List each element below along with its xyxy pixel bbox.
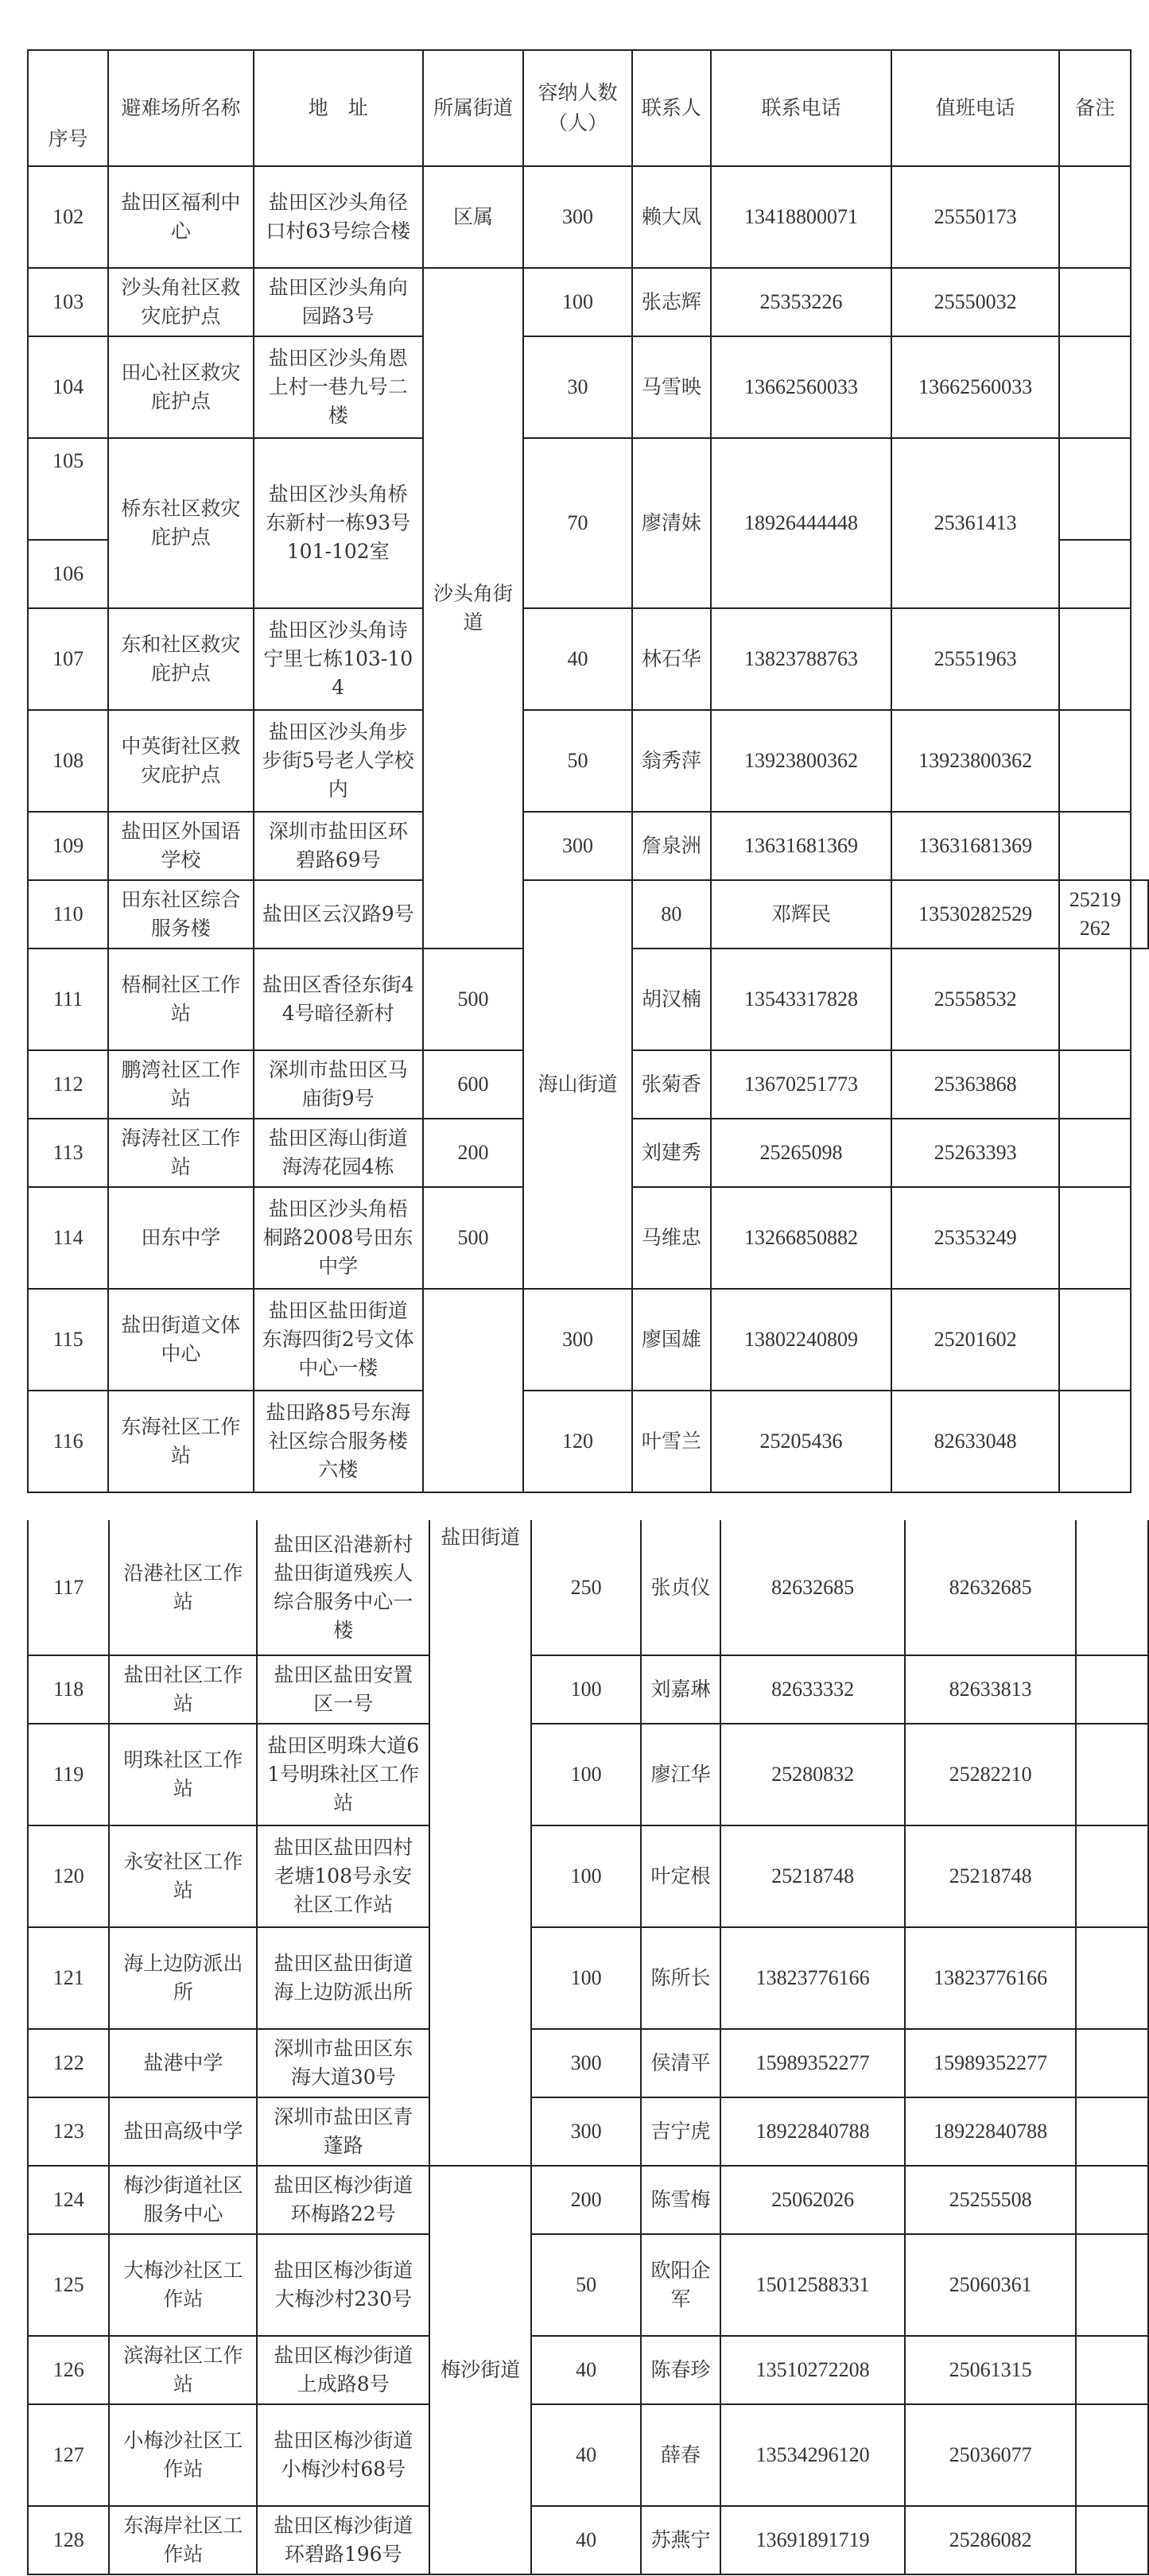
- cell-seq: 108: [28, 710, 108, 812]
- cell-duty-phone: 25353249: [891, 1187, 1059, 1289]
- cell-contact: 叶雪兰: [632, 1391, 711, 1492]
- cell-name: 鹏湾社区工作站: [108, 1050, 253, 1119]
- cell-seq: 106: [28, 540, 108, 608]
- cell-remark: [1059, 268, 1131, 336]
- table-row: [28, 710, 1148, 812]
- cell-remark: [1059, 1119, 1131, 1187]
- header-address: 地 址: [254, 50, 423, 166]
- cell-contact: 胡汉楠: [632, 949, 711, 1050]
- cell-address: 深圳市盐田区青蓬路: [257, 2097, 429, 2166]
- cell-contact: 苏燕宁: [641, 2506, 721, 2574]
- header-contact: 联系人: [632, 50, 711, 166]
- table-row: [28, 1289, 1148, 1391]
- cell-contact: 陈春珍: [641, 2336, 721, 2404]
- cell-contact: 陈雪梅: [641, 2166, 721, 2234]
- cell-duty-phone: 25550173: [891, 166, 1059, 268]
- cell-address: 盐田区梅沙街道小梅沙村68号: [257, 2404, 429, 2506]
- cell-capacity: 100: [531, 1825, 640, 1927]
- header-capacity: 容纳人数（人）: [523, 50, 632, 166]
- cell-contact: 刘嘉琳: [641, 1655, 721, 1724]
- cell-address: 盐田区明珠大道61号明珠社区工作站: [257, 1724, 429, 1825]
- cell-phone: 13662560033: [711, 336, 891, 438]
- cell-remark: [1059, 1391, 1131, 1492]
- cell-seq: 114: [28, 1187, 108, 1289]
- cell-phone: 82633332: [720, 1655, 905, 1724]
- cell-duty-phone: 25551963: [891, 608, 1059, 710]
- cell-contact: 詹泉洲: [632, 812, 711, 880]
- cell-remark: [1076, 1520, 1148, 1655]
- table-row: [28, 1724, 1148, 1825]
- cell-contact: 林石华: [632, 608, 711, 710]
- table-row: [28, 608, 1148, 710]
- header-remark: 备注: [1059, 50, 1131, 166]
- cell-address: 盐田区盐田安置区一号: [257, 1655, 429, 1724]
- cell-address: 盐田区沙头角步步街5号老人学校内: [254, 710, 423, 812]
- cell-remark: [1059, 1050, 1131, 1119]
- cell-contact: 薛春: [641, 2404, 721, 2506]
- cell-phone: 13802240809: [711, 1289, 891, 1391]
- cell-contact: 廖国雄: [632, 1289, 711, 1391]
- cell-duty-phone: 25363868: [891, 1050, 1059, 1119]
- cell-remark: [1059, 710, 1131, 812]
- cell-phone: 13923800362: [711, 710, 891, 812]
- cell-name: 盐田社区工作站: [109, 1655, 257, 1724]
- cell-phone: 13670251773: [711, 1050, 891, 1119]
- cell-phone: 13631681369: [711, 812, 891, 880]
- cell-name: 东和社区救灾庇护点: [108, 608, 253, 710]
- cell-address: 盐田区沙头角桥东新村一栋93号101-102室: [254, 438, 423, 608]
- cell-capacity: 300: [531, 2097, 640, 2166]
- table-row: [28, 1927, 1148, 2029]
- cell-address: 盐田区沿港新村盐田街道残疾人综合服务中心一楼: [257, 1520, 429, 1655]
- cell-name: 中英街社区救灾庇护点: [108, 710, 253, 812]
- cell-capacity: 200: [531, 2166, 640, 2234]
- cell-seq: 112: [28, 1050, 108, 1119]
- cell-phone: 13534296120: [720, 2404, 905, 2506]
- cell-contact: 侯清平: [641, 2029, 721, 2097]
- cell-seq: 119: [28, 1724, 109, 1825]
- cell-address: 盐田区梅沙街道大梅沙村230号: [257, 2234, 429, 2336]
- cell-capacity: 300: [523, 812, 632, 880]
- table-row: [28, 812, 1148, 880]
- cell-duty-phone: 25036077: [905, 2404, 1077, 2506]
- cell-street-merged: [423, 1289, 523, 1492]
- cell-remark: [1059, 540, 1131, 608]
- table-row: [28, 1520, 1148, 1655]
- header-duty-phone: 值班电话: [891, 50, 1059, 166]
- cell-remark: [1059, 166, 1131, 268]
- cell-phone: 13418800071: [711, 166, 891, 268]
- cell-remark: [1059, 438, 1131, 540]
- cell-address: 盐田区云汉路9号: [254, 880, 423, 949]
- table-row: [28, 438, 1148, 540]
- cell-capacity: 120: [523, 1391, 632, 1492]
- cell-duty-phone: 25558532: [891, 949, 1059, 1050]
- cell-seq: 117: [28, 1520, 109, 1655]
- cell-phone: 13543317828: [711, 949, 891, 1050]
- table-row: [28, 1825, 1148, 1927]
- table-row: [28, 1391, 1148, 1492]
- cell-name: 滨海社区工作站: [109, 2336, 257, 2404]
- cell-address: 盐田区梅沙街道环梅路22号: [257, 2166, 429, 2234]
- cell-duty-phone: 25286082: [905, 2506, 1077, 2574]
- cell-duty-phone: 25201602: [891, 1289, 1059, 1391]
- cell-name: 田东社区综合服务楼: [108, 880, 253, 949]
- cell-duty-phone: 15989352277: [905, 2029, 1077, 2097]
- cell-phone: 18922840788: [720, 2097, 905, 2166]
- cell-capacity: 500: [423, 949, 523, 1050]
- cell-duty-phone: 82632685: [905, 1520, 1077, 1655]
- cell-capacity: 300: [523, 1289, 632, 1391]
- cell-phone: 25353226: [711, 268, 891, 336]
- cell-street-merged: 梅沙街道: [429, 2166, 531, 2574]
- cell-capacity: 100: [531, 1927, 640, 2029]
- cell-address: 盐田区沙头角梧桐路2008号田东中学: [254, 1187, 423, 1289]
- cell-remark: [1076, 2404, 1148, 2506]
- cell-seq: 107: [28, 608, 108, 710]
- cell-remark: [1059, 949, 1131, 1050]
- cell-street-merged: 盐田街道: [429, 1520, 531, 2166]
- cell-remark: [1059, 1187, 1131, 1289]
- cell-address: 盐田区香径东街44号暗径新村: [254, 949, 423, 1050]
- cell-capacity: 100: [531, 1724, 640, 1825]
- cell-phone: 25205436: [711, 1391, 891, 1492]
- header-name: 避难场所名称: [108, 50, 253, 166]
- cell-remark: [1076, 1724, 1148, 1825]
- cell-address: 盐田区海山街道海涛花园4栋: [254, 1119, 423, 1187]
- cell-duty-phone: 13631681369: [891, 812, 1059, 880]
- cell-address: 盐田区盐田街道东海四街2号文体中心一楼: [254, 1289, 423, 1391]
- cell-address: 深圳市盐田区马庙街9号: [254, 1050, 423, 1119]
- cell-duty-phone: 25218748: [905, 1825, 1077, 1927]
- cell-remark: [1059, 812, 1131, 880]
- cell-capacity: 40: [523, 608, 632, 710]
- cell-seq: 102: [28, 166, 108, 268]
- table-row: [28, 2336, 1148, 2404]
- cell-remark: [1076, 2166, 1148, 2234]
- cell-capacity: 200: [423, 1119, 523, 1187]
- cell-capacity: 250: [531, 1520, 640, 1655]
- cell-phone: 18926444448: [711, 438, 891, 608]
- cell-phone: 13510272208: [720, 2336, 905, 2404]
- cell-duty-phone: 25361413: [891, 438, 1059, 608]
- cell-capacity: 100: [531, 1655, 640, 1724]
- cell-remark: [1059, 336, 1131, 438]
- cell-seq: 110: [28, 880, 108, 949]
- cell-name: 盐田高级中学: [109, 2097, 257, 2166]
- cell-contact: 刘建秀: [632, 1119, 711, 1187]
- cell-name: 大梅沙社区工作站: [109, 2234, 257, 2336]
- cell-address: 盐田区沙头角径口村63号综合楼: [254, 166, 423, 268]
- cell-seq: 111: [28, 949, 108, 1050]
- cell-contact: 张菊香: [632, 1050, 711, 1119]
- cell-contact: 叶定根: [641, 1825, 721, 1927]
- cell-seq: 115: [28, 1289, 108, 1391]
- cell-phone: 25218748: [720, 1825, 905, 1927]
- cell-remark: [1076, 2336, 1148, 2404]
- cell-duty-phone: 25263393: [891, 1119, 1059, 1187]
- cell-name: 沙头角社区救灾庇护点: [108, 268, 253, 336]
- cell-duty-phone: 25061315: [905, 2336, 1077, 2404]
- cell-phone: 25265098: [711, 1119, 891, 1187]
- cell-contact: 邓辉民: [711, 880, 891, 949]
- cell-duty-phone: 13662560033: [891, 336, 1059, 438]
- cell-capacity: 40: [531, 2506, 640, 2574]
- cell-name: 盐田区福利中心: [108, 166, 253, 268]
- cell-capacity: 50: [531, 2234, 640, 2336]
- cell-name: 东海岸社区工作站: [109, 2506, 257, 2574]
- cell-name: 海涛社区工作站: [108, 1119, 253, 1187]
- cell-phone: 25062026: [720, 2166, 905, 2234]
- cell-seq: 109: [28, 812, 108, 880]
- cell-remark: [1076, 2097, 1148, 2166]
- cell-seq: 104: [28, 336, 108, 438]
- shelter-table-part-1: [27, 49, 1149, 1493]
- cell-contact: 廖江华: [641, 1724, 721, 1825]
- header-phone: 联系电话: [711, 50, 891, 166]
- table-row: [28, 268, 1148, 336]
- cell-contact: 廖清妹: [632, 438, 711, 608]
- cell-name: 桥东社区救灾庇护点: [108, 438, 253, 608]
- cell-name: 梧桐社区工作站: [108, 949, 253, 1050]
- cell-contact: 马雪映: [632, 336, 711, 438]
- cell-duty-phone: 18922840788: [905, 2097, 1077, 2166]
- cell-seq: 120: [28, 1825, 109, 1927]
- table-row: [28, 2404, 1148, 2506]
- cell-capacity: 40: [531, 2404, 640, 2506]
- cell-name: 盐田街道文体中心: [108, 1289, 253, 1391]
- cell-contact: 赖大凤: [632, 166, 711, 268]
- table-row: [28, 2166, 1148, 2234]
- cell-duty-phone: 25550032: [891, 268, 1059, 336]
- table-header-row: [28, 50, 1148, 166]
- cell-phone: 15012588331: [720, 2234, 905, 2336]
- cell-capacity: 600: [423, 1050, 523, 1119]
- cell-seq: 125: [28, 2234, 109, 2336]
- shelter-table-part-2: [27, 1520, 1149, 2575]
- cell-address: 盐田区盐田街道海上边防派出所: [257, 1927, 429, 2029]
- cell-contact: 陈所长: [641, 1927, 721, 2029]
- cell-seq: 122: [28, 2029, 109, 2097]
- cell-address: 盐田区沙头角向园路3号: [254, 268, 423, 336]
- cell-contact: 马维忠: [632, 1187, 711, 1289]
- cell-remark: [1076, 1825, 1148, 1927]
- cell-name: 田东中学: [108, 1187, 253, 1289]
- table-row: [28, 2097, 1148, 2166]
- cell-seq: 121: [28, 1927, 109, 2029]
- cell-seq: 103: [28, 268, 108, 336]
- cell-contact: 张贞仪: [641, 1520, 721, 1655]
- table-row: [28, 2506, 1148, 2574]
- cell-seq: 123: [28, 2097, 109, 2166]
- cell-contact: 张志辉: [632, 268, 711, 336]
- cell-phone: 13266850882: [711, 1187, 891, 1289]
- cell-remark: [1076, 1655, 1148, 1724]
- cell-name: 沿港社区工作站: [109, 1520, 257, 1655]
- cell-phone: 13691891719: [720, 2506, 905, 2574]
- cell-name: 明珠社区工作站: [109, 1724, 257, 1825]
- cell-phone: 25280832: [720, 1724, 905, 1825]
- cell-duty-phone: 25060361: [905, 2234, 1077, 2336]
- cell-address: 盐田区盐田四村老塘108号永安社区工作站: [257, 1825, 429, 1927]
- cell-capacity: 30: [523, 336, 632, 438]
- header-seq: 序号: [28, 50, 108, 166]
- cell-seq: 128: [28, 2506, 109, 2574]
- cell-remark: [1059, 1289, 1131, 1391]
- cell-duty-phone: 25282210: [905, 1724, 1077, 1825]
- cell-address: 盐田路85号东海社区综合服务楼六楼: [254, 1391, 423, 1492]
- header-street: 所属街道: [423, 50, 523, 166]
- cell-seq: 116: [28, 1391, 108, 1492]
- table-row: [28, 2234, 1148, 2336]
- cell-name: 田心社区救灾庇护点: [108, 336, 253, 438]
- cell-street: 区属: [423, 166, 523, 268]
- cell-capacity: 70: [523, 438, 632, 608]
- cell-phone: 15989352277: [720, 2029, 905, 2097]
- cell-name: 东海社区工作站: [108, 1391, 253, 1492]
- cell-address: 盐田区梅沙街道环碧路196号: [257, 2506, 429, 2574]
- cell-seq: 124: [28, 2166, 109, 2234]
- cell-seq: 126: [28, 2336, 109, 2404]
- cell-address: 深圳市盐田区环碧路69号: [254, 812, 423, 880]
- cell-name: 梅沙街道社区服务中心: [109, 2166, 257, 2234]
- cell-phone: 13823776166: [720, 1927, 905, 2029]
- cell-seq: 105: [28, 438, 108, 540]
- cell-phone: 13530282529: [891, 880, 1059, 949]
- cell-seq: 127: [28, 2404, 109, 2506]
- cell-name: 永安社区工作站: [109, 1825, 257, 1927]
- cell-capacity: 80: [632, 880, 711, 949]
- cell-name: 小梅沙社区工作站: [109, 2404, 257, 2506]
- cell-remark: [1076, 2234, 1148, 2336]
- cell-capacity: 100: [523, 268, 632, 336]
- cell-contact: 吉宁虎: [641, 2097, 721, 2166]
- cell-capacity: 40: [531, 2336, 640, 2404]
- cell-duty-phone: 13823776166: [905, 1927, 1077, 2029]
- cell-seq: 118: [28, 1655, 109, 1724]
- table-row: [28, 2029, 1148, 2097]
- cell-remark: [1059, 608, 1131, 710]
- table-row: [28, 880, 1148, 949]
- cell-address: 盐田区沙头角恩上村一巷九号二楼: [254, 336, 423, 438]
- cell-duty-phone: 82633048: [891, 1391, 1059, 1492]
- table-row: [28, 166, 1148, 268]
- cell-duty-phone: 25219262: [1059, 880, 1131, 949]
- cell-remark: [1131, 880, 1148, 949]
- cell-street-merged: 海山街道: [523, 880, 632, 1289]
- cell-phone: 82632685: [720, 1520, 905, 1655]
- cell-remark: [1076, 2029, 1148, 2097]
- cell-address: 深圳市盐田区东海大道30号: [257, 2029, 429, 2097]
- cell-duty-phone: 25255508: [905, 2166, 1077, 2234]
- cell-phone: 13823788763: [711, 608, 891, 710]
- cell-seq: 113: [28, 1119, 108, 1187]
- cell-duty-phone: 13923800362: [891, 710, 1059, 812]
- table-row: [28, 1655, 1148, 1724]
- cell-contact: 翁秀萍: [632, 710, 711, 812]
- cell-remark: [1076, 1927, 1148, 2029]
- cell-street-merged: 沙头角街道: [423, 268, 523, 949]
- cell-name: 盐田区外国语学校: [108, 812, 253, 880]
- table-row: [28, 336, 1148, 438]
- cell-capacity: 300: [531, 2029, 640, 2097]
- cell-address: 盐田区梅沙街道上成路8号: [257, 2336, 429, 2404]
- cell-name: 盐港中学: [109, 2029, 257, 2097]
- cell-address: 盐田区沙头角诗宁里七栋103-104: [254, 608, 423, 710]
- cell-capacity: 500: [423, 1187, 523, 1289]
- cell-capacity: 300: [523, 166, 632, 268]
- cell-capacity: 50: [523, 710, 632, 812]
- cell-duty-phone: 82633813: [905, 1655, 1077, 1724]
- cell-contact: 欧阳企军: [641, 2234, 721, 2336]
- cell-name: 海上边防派出所: [109, 1927, 257, 2029]
- cell-remark: [1076, 2506, 1148, 2574]
